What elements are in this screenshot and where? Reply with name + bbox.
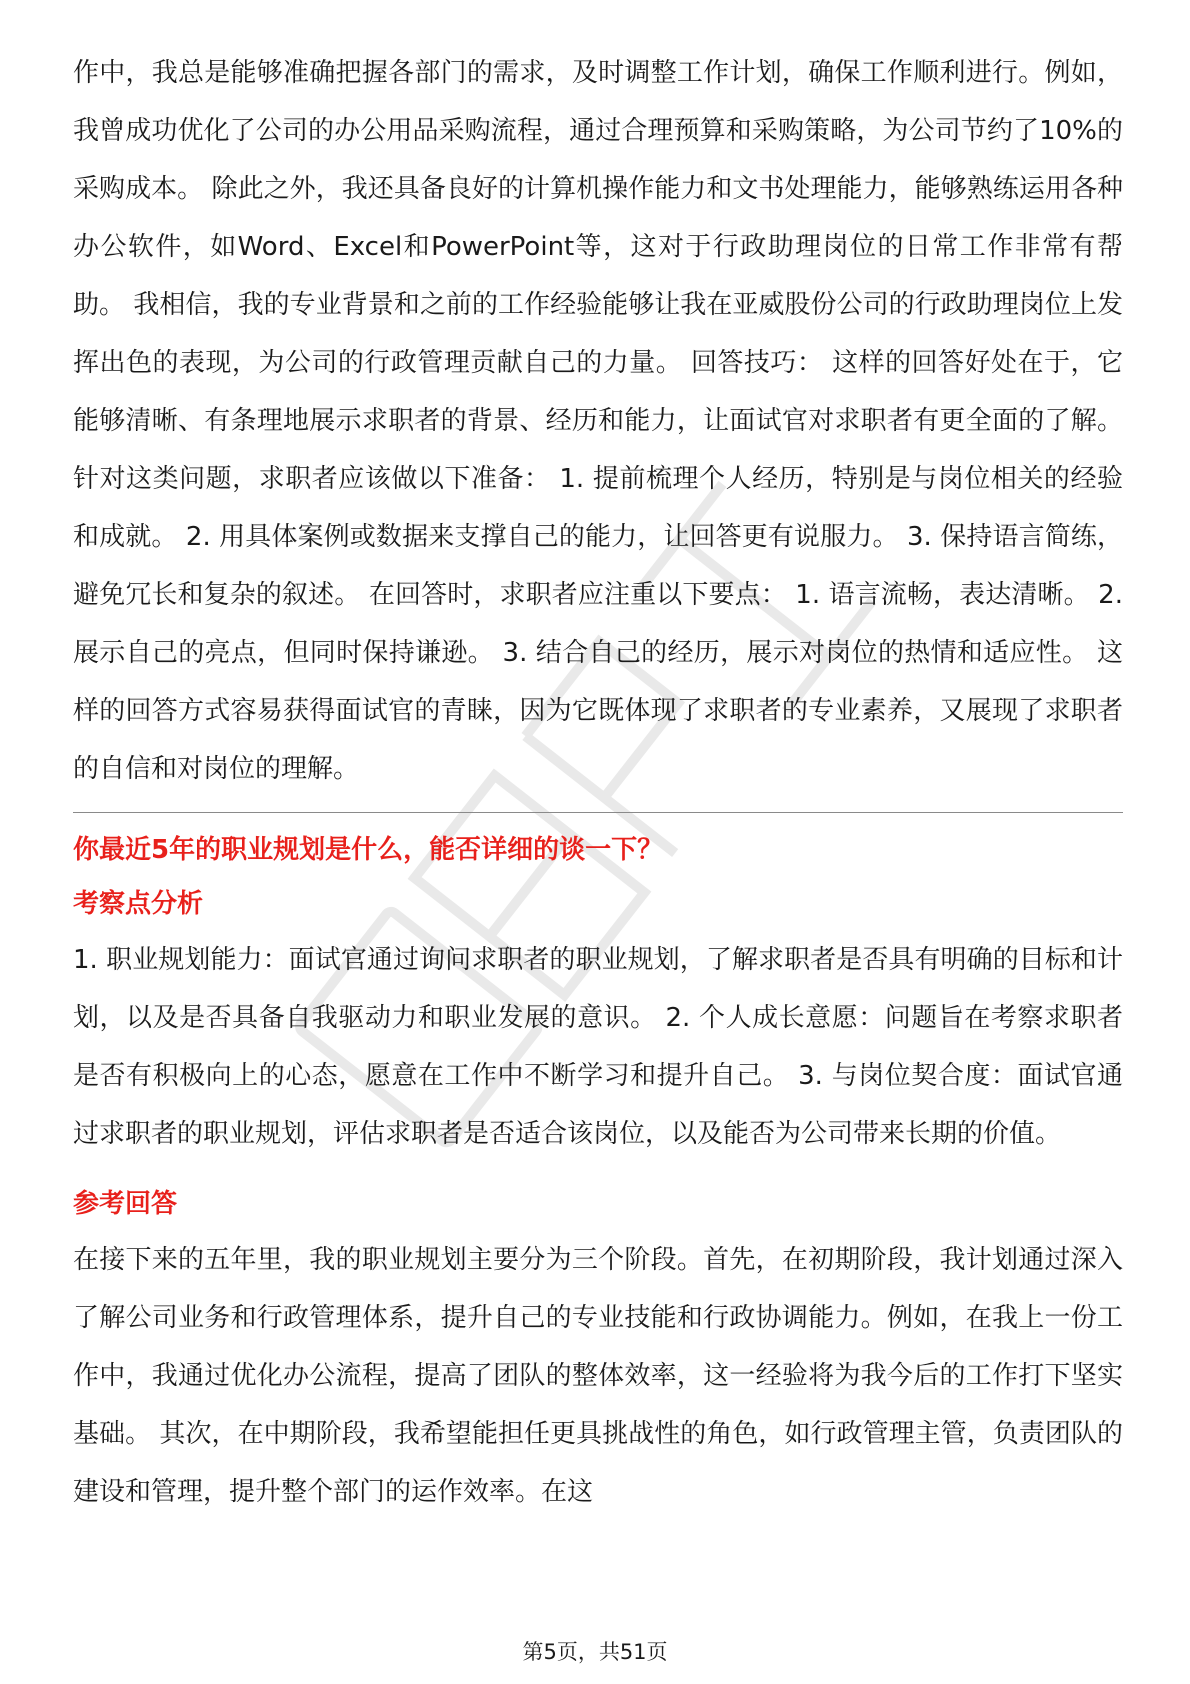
analysis-heading: 考察点分析 <box>73 889 204 919</box>
page-content <box>73 44 1123 1521</box>
spacer <box>73 1163 1123 1177</box>
page-footer: 第5页，共51页 <box>522 1640 668 1664</box>
section-divider <box>73 812 1123 813</box>
intro-paragraph: 作中，我总是能够准确把握各部门的需求，及时调整工作计划，确保工作顺利进行。例如，我曾成功优化了公司的办公用品采购流程，通过合理预算和采购策略，为公司节约了10%的采购成本。 除此之外，我还具备良好的计算机操作能力和文书处理能力，能够熟练运用各种办公软件，如Word、Excel和PowerPoint等，这对于行政助理岗位的日常工作非常有帮助。 我相信，我的专业背景和之前的工作经验能够让我在亚威股份公司的行政助理岗位上发挥出色的表现，为公司的行政管理贡献自己的力量。 回答技巧： 这样的回答好处在于，它能够清晰、有条理地展示求职者的背景、经历和能力，让面试官对求职者有更全面的了解。针对这类问题，求职者应该做以下准备： 1. 提前梳理个人经历，特别是与岗位相关的经验和成就。 2. 用具体案例或数据来支撑自己的能力，让回答更有说服力。 3. 保持语言简练，避免冗长和复杂的叙述。 在回答时，求职者应注重以下要点： 1. 语言流畅，表达清晰。 2. 展示自己的亮点，但同时保持谦逊。 3. 结合自己的经历，展示对岗位的热情和适应性。 这样的回答方式容易获得面试官的青睐，因为它既体现了求职者的专业素养，又展现了求职者的自信和对岗位的理解。 <box>73 58 1123 784</box>
analysis-text: 1. 职业规划能力：面试官通过询问求职者的职业规划，了解求职者是否具有明确的目标和计划，以及是否具备自我驱动力和职业发展的意识。 2. 个人成长意愿：问题旨在考察求职者是否有积极向上的心态，愿意在工作中不断学习和提升自己。 3. 与岗位契合度：面试官通过求职者的职业规划，评估求职者是否适合该岗位，以及能否为公司带来长期的价值。 <box>73 945 1123 1149</box>
answer-heading: 参考回答 <box>73 1189 178 1219</box>
answer-text: 在接下来的五年里，我的职业规划主要分为三个阶段。首先，在初期阶段，我计划通过深入了解公司业务和行政管理体系，提升自己的专业技能和行政协调能力。例如，在我上一份工作中，我通过优化办公流程，提高了团队的整体效率，这一经验将为我今后的工作打下坚实基础。 其次，在中期阶段，我希望能担任更具挑战性的角色，如行政管理主管，负责团队的建设和管理，提升整个部门的运作效率。在这 <box>73 1245 1123 1507</box>
question-title: 你最近5年的职业规划是什么，能否详细的谈一下？ <box>73 835 664 865</box>
